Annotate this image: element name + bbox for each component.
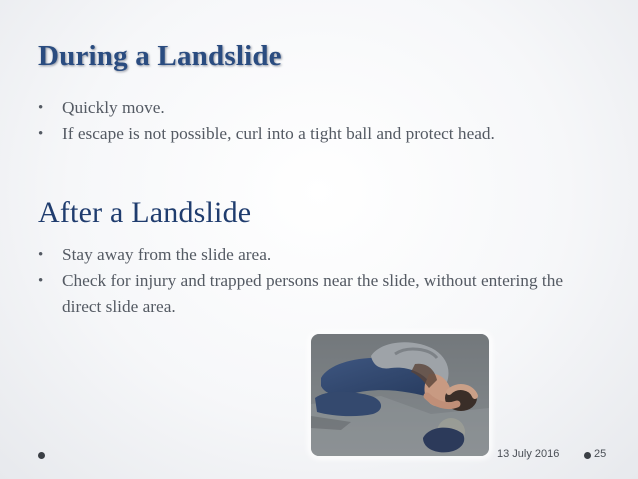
- bullet-text: Check for injury and trapped persons near the slide, without entering the direct slide area.: [62, 271, 564, 316]
- after-landslide-heading: After a Landslide: [38, 196, 252, 229]
- during-landslide-heading: During a Landslide: [38, 40, 282, 72]
- list-item: [38, 95, 618, 121]
- bullet-text: If escape is not possible, curl into a tight ball and protect head.: [62, 124, 495, 143]
- curled-person-photo: [311, 334, 489, 456]
- bullet-text: Quickly move.: [62, 98, 165, 117]
- bullet-icon: •: [38, 100, 44, 116]
- footer-date: 13 July 2016: [497, 448, 560, 460]
- bullet-icon: •: [38, 247, 44, 263]
- bullet-text: Stay away from the slide area.: [62, 245, 272, 264]
- footer-left-dot-icon: [38, 452, 45, 459]
- list-item: [38, 121, 618, 147]
- list-item: [38, 242, 598, 268]
- bullet-icon: •: [38, 273, 44, 289]
- footer-right-dot-icon: [584, 452, 591, 459]
- during-landslide-list: [38, 95, 618, 147]
- page-number: 25: [594, 448, 607, 460]
- list-item: [38, 268, 598, 320]
- bullet-icon: •: [38, 126, 44, 142]
- after-landslide-list: [38, 242, 598, 320]
